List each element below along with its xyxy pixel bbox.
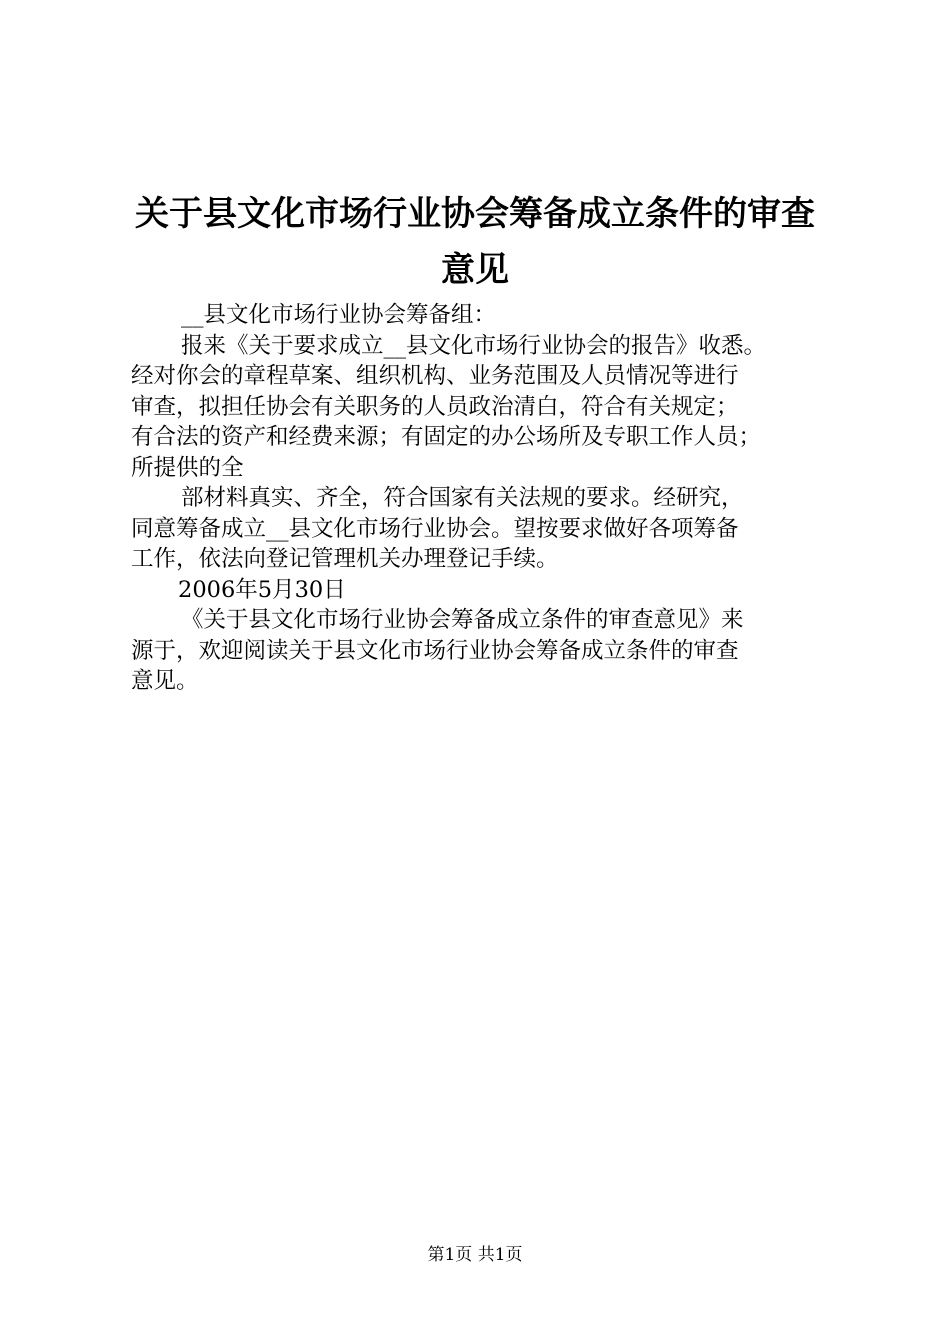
title-line-2: 意见 bbox=[441, 250, 509, 290]
date-line: 2006年5月30日 bbox=[178, 576, 346, 603]
body-line: 所提供的全 bbox=[131, 454, 244, 481]
source-line: 《关于县文化市场行业协会筹备成立条件的审查意见》来 bbox=[181, 607, 744, 633]
page-footer: 第1页 共1页 bbox=[427, 1245, 523, 1265]
document-body bbox=[131, 300, 851, 697]
body-line: 部材料真实、齐全，符合国家有关法规的要求。经研究， bbox=[181, 485, 744, 511]
body-line: 同意筹备成立__县文化市场行业协会。望按要求做好各项筹备 bbox=[131, 515, 739, 542]
body-line: 报来《关于要求成立__县文化市场行业协会的报告》收悉。 bbox=[181, 332, 767, 359]
document-title bbox=[100, 186, 850, 298]
body-line: 经对你会的章程草案、组织机构、业务范围及人员情况等进行 bbox=[131, 363, 739, 389]
body-line: 有合法的资产和经费来源；有固定的办公场所及专职工作人员； bbox=[131, 424, 762, 450]
title-line-1: 关于县文化市场行业协会筹备成立条件的审查 bbox=[135, 194, 815, 234]
source-line: 意见。 bbox=[131, 668, 199, 694]
body-line: 工作，依法向登记管理机关办理登记手续。 bbox=[131, 546, 559, 572]
salutation-line: __县文化市场行业协会筹备组： bbox=[181, 302, 497, 328]
source-line: 源于，欢迎阅读关于县文化市场行业协会筹备成立条件的审查 bbox=[131, 637, 739, 664]
body-line: 审查，拟担任协会有关职务的人员政治清白，符合有关规定； bbox=[131, 393, 739, 420]
